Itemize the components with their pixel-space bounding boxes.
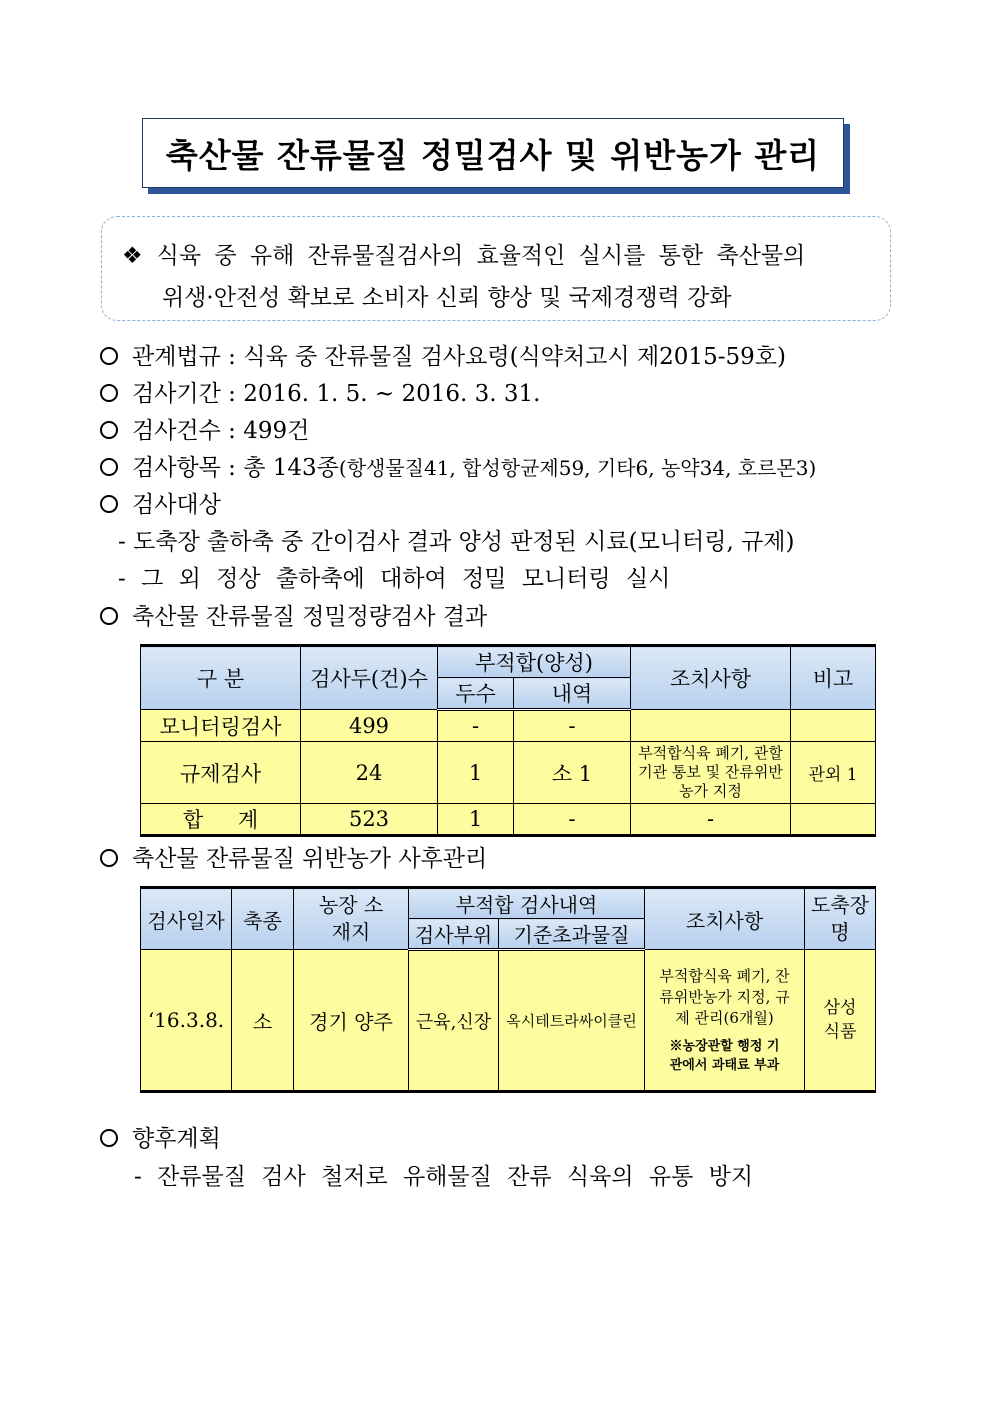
header-date: 검사일자 xyxy=(141,888,232,950)
cell-note xyxy=(791,804,876,836)
header-fail: 부적합(양성) xyxy=(438,646,631,678)
bullet-law xyxy=(100,340,786,374)
header-category: 구 분 xyxy=(141,646,301,710)
circle-bullet-icon xyxy=(100,607,118,625)
cell-farm: 경기 양주 xyxy=(294,950,409,1092)
header-fail-detail: 부적합 검사내역 xyxy=(409,888,645,919)
header-note: 비고 xyxy=(791,646,876,710)
diamond-bullet-icon: ❖ xyxy=(122,243,143,269)
cell-count: 499 xyxy=(301,710,438,742)
circle-bullet-icon xyxy=(100,495,118,513)
circle-bullet-icon xyxy=(100,421,118,439)
bullet-plan xyxy=(100,1122,221,1156)
header-farm: 농장 소재지 xyxy=(294,888,409,950)
cell-heads: 1 xyxy=(438,804,514,836)
cell-detail: - xyxy=(514,710,631,742)
cell-action xyxy=(631,710,791,742)
table-row xyxy=(141,950,876,1092)
cell-note xyxy=(791,710,876,742)
summary-line-1 xyxy=(122,235,870,277)
header-action: 조치사항 xyxy=(631,646,791,710)
header-slaughter: 도축장명 xyxy=(805,888,876,950)
circle-bullet-icon xyxy=(100,458,118,476)
header-species: 축종 xyxy=(232,888,294,950)
cell-category: 모니터링검사 xyxy=(141,710,301,742)
cell-heads: 1 xyxy=(438,742,514,804)
bullet-count xyxy=(100,414,309,448)
cell-category: 규제검사 xyxy=(141,742,301,804)
law-text: 관계법규 : 식육 중 잔류물질 검사요령(식약처고시 제2015-59호) xyxy=(132,344,786,370)
scope-text: 검사항목 : 총 143종 xyxy=(132,455,339,481)
circle-bullet-icon xyxy=(100,1129,118,1147)
table-row xyxy=(141,742,876,804)
cell-date: ‘16.3.8. xyxy=(141,950,232,1092)
bullet-farm xyxy=(100,842,487,876)
circle-bullet-icon xyxy=(100,347,118,365)
summary-text-1: 식육 중 유해 잔류물질검사의 효율적인 실시를 통한 축산물의 xyxy=(156,243,806,269)
header-heads: 두수 xyxy=(438,678,514,710)
cell-count: 24 xyxy=(301,742,438,804)
page-title: 축산물 잔류물질 정밀검사 및 위반농가 관리 xyxy=(165,135,821,175)
cell-detail: 소 1 xyxy=(514,742,631,804)
action-text: 부적합식육 폐기, 잔류위반농가 지정, 규제 관리(6개월) xyxy=(659,966,790,1027)
cell-species: 소 xyxy=(232,950,294,1092)
bullet-scope xyxy=(100,451,816,485)
farm-table xyxy=(140,886,876,1093)
cell-slaughter: 삼성 식품 xyxy=(805,950,876,1092)
target-text: 검사대상 xyxy=(132,492,221,518)
bullet-target xyxy=(100,488,221,522)
circle-bullet-icon xyxy=(100,849,118,867)
period-text: 검사기간 : 2016. 1. 5. ~ 2016. 3. 31. xyxy=(132,381,541,407)
summary-box xyxy=(101,216,891,321)
plan-sub: - 잔류물질 검사 철저로 유해물질 잔류 식육의 유통 방지 xyxy=(134,1164,754,1190)
plan-heading: 향후계획 xyxy=(132,1126,221,1152)
circle-bullet-icon xyxy=(100,384,118,402)
target-sub-1: - 도축장 출하축 중 간이검사 결과 양성 판정된 시료(모니터링, 규제) xyxy=(118,529,795,555)
bullet-period xyxy=(100,377,540,411)
count-text: 검사건수 : 499건 xyxy=(132,418,310,444)
header-action: 조치사항 xyxy=(645,888,805,950)
action-note: ※농장관할 행정 기관에서 과태료 부과 xyxy=(669,1038,780,1073)
title-box xyxy=(142,118,844,188)
cell-note: 관외 1 xyxy=(791,742,876,804)
farm-heading: 축산물 잔류물질 위반농가 사후관리 xyxy=(132,846,488,872)
cell-count: 523 xyxy=(301,804,438,836)
header-count: 검사두(건)수 xyxy=(301,646,438,710)
target-sub-2: - 그 외 정상 출하축에 대하여 정밀 모니터링 실시 xyxy=(118,566,671,592)
cell-category: 합 계 xyxy=(141,804,301,836)
cell-detail: - xyxy=(514,804,631,836)
scope-detail-text: (항생물질41, 합성항균제59, 기타6, 농약34, 호르몬3) xyxy=(338,456,817,480)
cell-part: 근육,신장 xyxy=(409,950,499,1092)
cell-action xyxy=(645,950,805,1092)
header-part: 검사부위 xyxy=(409,919,499,950)
cell-substance: 옥시테트라싸이클린 xyxy=(499,950,645,1092)
table-row xyxy=(141,804,876,836)
summary-text-2: 위생·안전성 확보로 소비자 신뢰 향상 및 국제경쟁력 강화 xyxy=(162,285,732,311)
cell-action: - xyxy=(631,804,791,836)
table-row xyxy=(141,710,876,742)
result-heading: 축산물 잔류물질 정밀정량검사 결과 xyxy=(132,604,488,630)
cell-heads: - xyxy=(438,710,514,742)
bullet-result xyxy=(100,600,487,634)
cell-action: 부적합식육 폐기, 관할기관 통보 및 잔류위반농가 지정 xyxy=(631,742,791,804)
header-detail: 내역 xyxy=(514,678,631,710)
header-substance: 기준초과물질 xyxy=(499,919,645,950)
result-table xyxy=(140,644,876,837)
